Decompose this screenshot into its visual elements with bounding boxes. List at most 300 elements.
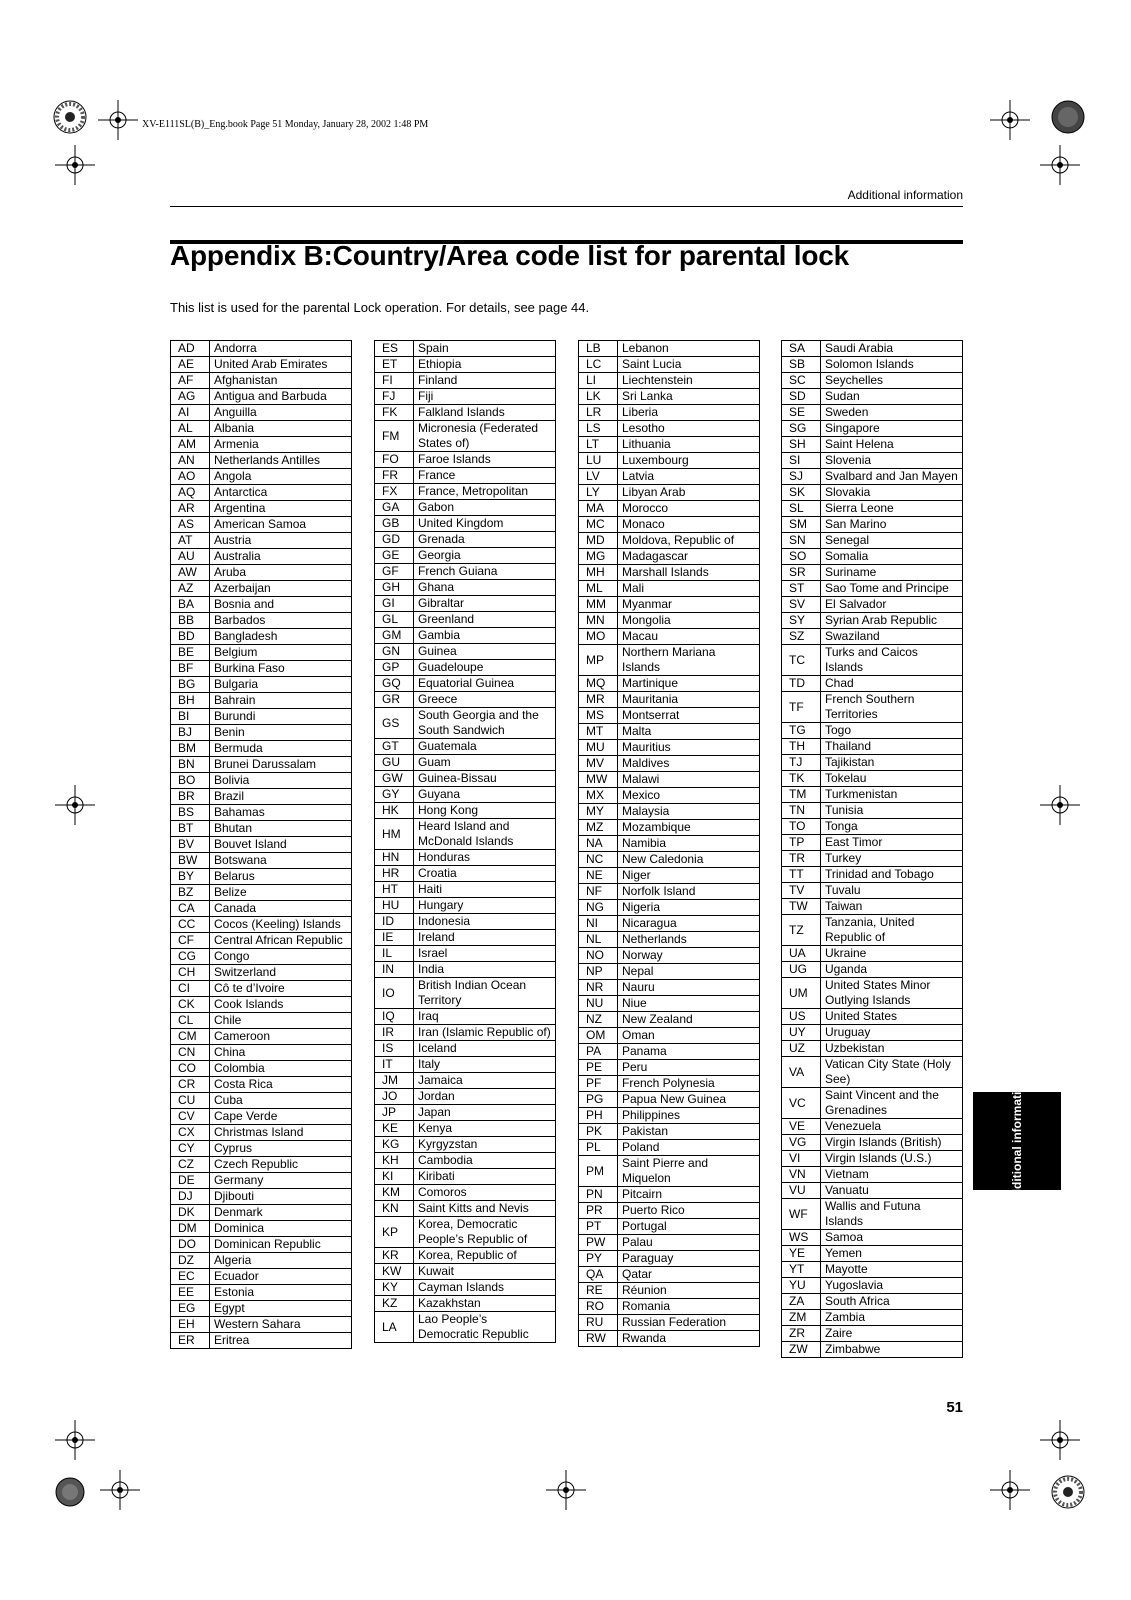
country-code: GD: [375, 532, 414, 548]
country-code: AI: [171, 405, 210, 421]
country-name: Puerto Rico: [618, 1203, 760, 1219]
country-name: Latvia: [618, 469, 760, 485]
table-row: [782, 1119, 963, 1135]
country-name: Gibraltar: [414, 596, 556, 612]
country-name: Gabon: [414, 500, 556, 516]
country-code: GF: [375, 564, 414, 580]
table-row: [782, 645, 963, 676]
country-name: Portugal: [618, 1219, 760, 1235]
table-row: [375, 882, 556, 898]
table-row: [579, 772, 760, 788]
country-code: SJ: [782, 469, 821, 485]
country-code: SL: [782, 501, 821, 517]
country-code: PF: [579, 1076, 618, 1092]
country-code: BZ: [171, 885, 210, 901]
country-code: SI: [782, 453, 821, 469]
country-code: GI: [375, 596, 414, 612]
country-name: Virgin Islands (British): [821, 1135, 963, 1151]
country-code: TM: [782, 787, 821, 803]
country-name: Malawi: [618, 772, 760, 788]
country-name: Burkina Faso: [210, 661, 352, 677]
table-row: [579, 724, 760, 740]
table-row: [782, 978, 963, 1009]
country-name: Maldives: [618, 756, 760, 772]
table-row: [171, 565, 352, 581]
country-code: ES: [375, 341, 414, 357]
table-row: [171, 981, 352, 997]
country-code: CU: [171, 1093, 210, 1109]
country-name: Macau: [618, 629, 760, 645]
country-code: DK: [171, 1205, 210, 1221]
table-row: [579, 1012, 760, 1028]
country-name: Cambodia: [414, 1153, 556, 1169]
country-name: Greece: [414, 692, 556, 708]
table-row: [782, 915, 963, 946]
country-name: Vietnam: [821, 1167, 963, 1183]
country-code: VG: [782, 1135, 821, 1151]
crosshair-mark-icon: [55, 785, 95, 825]
country-code: TR: [782, 851, 821, 867]
table-row: [579, 613, 760, 629]
country-name: Sao Tome and Principe: [821, 581, 963, 597]
country-name: Israel: [414, 946, 556, 962]
table-row: [171, 517, 352, 533]
country-name: Iceland: [414, 1041, 556, 1057]
table-row: [579, 1315, 760, 1331]
country-code: FI: [375, 373, 414, 389]
country-code: TD: [782, 676, 821, 692]
country-code: WS: [782, 1230, 821, 1246]
table-row: [375, 1073, 556, 1089]
country-name: Guadeloupe: [414, 660, 556, 676]
table-row: [782, 1246, 963, 1262]
table-row: [579, 373, 760, 389]
table-row: [171, 965, 352, 981]
country-name: Guinea: [414, 644, 556, 660]
country-code: SC: [782, 373, 821, 389]
country-code: AL: [171, 421, 210, 437]
country-name: Moldova, Republic of: [618, 533, 760, 549]
table-row: [171, 469, 352, 485]
country-code: SR: [782, 565, 821, 581]
country-code: ML: [579, 581, 618, 597]
country-code: BY: [171, 869, 210, 885]
country-name: Honduras: [414, 850, 556, 866]
country-code: CG: [171, 949, 210, 965]
country-code: KN: [375, 1201, 414, 1217]
table-row: [579, 1028, 760, 1044]
table-row: [782, 389, 963, 405]
country-name: Réunion: [618, 1283, 760, 1299]
country-name: Yugoslavia: [821, 1278, 963, 1294]
table-row: [782, 405, 963, 421]
table-row: [782, 549, 963, 565]
table-row: [171, 1093, 352, 1109]
table-row: [171, 805, 352, 821]
table-row: [375, 1280, 556, 1296]
country-name: Zambia: [821, 1310, 963, 1326]
country-name: Palau: [618, 1235, 760, 1251]
country-code: SG: [782, 421, 821, 437]
country-code: WF: [782, 1199, 821, 1230]
table-row: [171, 709, 352, 725]
country-name: Ethiopia: [414, 357, 556, 373]
country-name: Uzbekistan: [821, 1041, 963, 1057]
table-row: [579, 900, 760, 916]
country-code: BF: [171, 661, 210, 677]
country-name: Libyan Arab: [618, 485, 760, 501]
table-row: [579, 980, 760, 996]
country-name: Anguilla: [210, 405, 352, 421]
country-name: Ecuador: [210, 1269, 352, 1285]
crosshair-mark-icon: [55, 1420, 95, 1460]
country-name: Christmas Island: [210, 1125, 352, 1141]
country-code: CV: [171, 1109, 210, 1125]
country-code: DO: [171, 1237, 210, 1253]
country-code: KH: [375, 1153, 414, 1169]
country-code: MH: [579, 565, 618, 581]
country-name: South Africa: [821, 1294, 963, 1310]
country-code: ZW: [782, 1342, 821, 1358]
country-code: AQ: [171, 485, 210, 501]
country-name: Suriname: [821, 565, 963, 581]
table-row: [171, 1301, 352, 1317]
country-name: Bahrain: [210, 693, 352, 709]
country-name: Grenada: [414, 532, 556, 548]
table-row: [782, 485, 963, 501]
country-name: Martinique: [618, 676, 760, 692]
country-code: YU: [782, 1278, 821, 1294]
table-row: [375, 373, 556, 389]
country-name: Mongolia: [618, 613, 760, 629]
table-row: [171, 1141, 352, 1157]
table-row: [375, 930, 556, 946]
country-name: Greenland: [414, 612, 556, 628]
country-name: Virgin Islands (U.S.): [821, 1151, 963, 1167]
table-row: [782, 1151, 963, 1167]
table-row: [171, 1173, 352, 1189]
table-row: [782, 1009, 963, 1025]
table-row: [579, 1140, 760, 1156]
country-code: BB: [171, 613, 210, 629]
country-code: GT: [375, 739, 414, 755]
country-name: Djibouti: [210, 1189, 352, 1205]
country-code: UY: [782, 1025, 821, 1041]
country-name: Fiji: [414, 389, 556, 405]
country-code: ET: [375, 357, 414, 373]
country-name: China: [210, 1045, 352, 1061]
table-row: [171, 1317, 352, 1333]
country-name: Heard Island and McDonald Islands: [414, 819, 556, 850]
country-name: Vanuatu: [821, 1183, 963, 1199]
registration-mark-icon: [48, 95, 92, 139]
country-name: Antigua and Barbuda: [210, 389, 352, 405]
country-code: US: [782, 1009, 821, 1025]
country-name: Guyana: [414, 787, 556, 803]
country-code: CL: [171, 1013, 210, 1029]
country-code: NF: [579, 884, 618, 900]
country-name: Chad: [821, 676, 963, 692]
country-code: MT: [579, 724, 618, 740]
country-code: KG: [375, 1137, 414, 1153]
table-row: [375, 803, 556, 819]
country-name: Panama: [618, 1044, 760, 1060]
country-code: PL: [579, 1140, 618, 1156]
table-row: [579, 341, 760, 357]
table-row: [171, 1013, 352, 1029]
table-row: [782, 1167, 963, 1183]
country-name: Austria: [210, 533, 352, 549]
table-row: [375, 978, 556, 1009]
country-code: AG: [171, 389, 210, 405]
table-row: [579, 948, 760, 964]
table-row: [782, 899, 963, 915]
country-code: GY: [375, 787, 414, 803]
table-row: [782, 421, 963, 437]
country-name: Cook Islands: [210, 997, 352, 1013]
country-name: India: [414, 962, 556, 978]
country-code: IO: [375, 978, 414, 1009]
country-name: New Zealand: [618, 1012, 760, 1028]
table-row: [171, 645, 352, 661]
country-name: Mauritius: [618, 740, 760, 756]
country-code: BM: [171, 741, 210, 757]
country-name: Spain: [414, 341, 556, 357]
country-name: Jamaica: [414, 1073, 556, 1089]
table-row: [579, 1299, 760, 1315]
country-code: EE: [171, 1285, 210, 1301]
country-code: FR: [375, 468, 414, 484]
country-name: Cô te d’Ivoire: [210, 981, 352, 997]
country-code: KP: [375, 1217, 414, 1248]
country-code: AR: [171, 501, 210, 517]
country-name: Falkland Islands: [414, 405, 556, 421]
country-name: Finland: [414, 373, 556, 389]
country-code: ER: [171, 1333, 210, 1349]
table-row: [782, 1278, 963, 1294]
country-name: Belgium: [210, 645, 352, 661]
country-code: HK: [375, 803, 414, 819]
country-name: Rwanda: [618, 1331, 760, 1347]
table-row: [171, 1029, 352, 1045]
table-row: [579, 788, 760, 804]
table-row: [579, 804, 760, 820]
country-code: BE: [171, 645, 210, 661]
country-name: Netherlands: [618, 932, 760, 948]
table-row: [782, 597, 963, 613]
intro-text: This list is used for the parental Lock operation. For details, see page 44.: [170, 300, 590, 315]
country-name: Hong Kong: [414, 803, 556, 819]
country-name: Pakistan: [618, 1124, 760, 1140]
country-code: LY: [579, 485, 618, 501]
country-name: Senegal: [821, 533, 963, 549]
country-name: Hungary: [414, 898, 556, 914]
country-name: Russian Federation: [618, 1315, 760, 1331]
table-row: [782, 1310, 963, 1326]
country-code: MN: [579, 613, 618, 629]
country-name: Haiti: [414, 882, 556, 898]
country-code: PN: [579, 1187, 618, 1203]
table-row: [782, 629, 963, 645]
table-row: [171, 501, 352, 517]
country-name: Cuba: [210, 1093, 352, 1109]
country-code: NA: [579, 836, 618, 852]
table-row: [782, 501, 963, 517]
country-name: Sierra Leone: [821, 501, 963, 517]
country-name: Germany: [210, 1173, 352, 1189]
country-name: Tajikistan: [821, 755, 963, 771]
country-name: Sweden: [821, 405, 963, 421]
table-row: [171, 917, 352, 933]
country-code: CX: [171, 1125, 210, 1141]
table-row: [375, 596, 556, 612]
country-name: Kuwait: [414, 1264, 556, 1280]
country-code: EH: [171, 1317, 210, 1333]
country-code: AW: [171, 565, 210, 581]
table-row: [171, 421, 352, 437]
country-name: Costa Rica: [210, 1077, 352, 1093]
table-row: [782, 692, 963, 723]
country-code: FJ: [375, 389, 414, 405]
table-row: [171, 773, 352, 789]
country-code: KZ: [375, 1296, 414, 1312]
table-row: [579, 517, 760, 533]
country-name: Aruba: [210, 565, 352, 581]
table-row: [579, 756, 760, 772]
table-row: [375, 357, 556, 373]
country-name: Azerbaijan: [210, 581, 352, 597]
table-row: [171, 485, 352, 501]
section-label: Additional information: [847, 188, 963, 202]
country-code: IT: [375, 1057, 414, 1073]
table-row: [782, 341, 963, 357]
country-name: Angola: [210, 469, 352, 485]
country-name: Thailand: [821, 739, 963, 755]
country-name: Argentina: [210, 501, 352, 517]
table-row: [579, 645, 760, 676]
country-code: GR: [375, 692, 414, 708]
country-code: ID: [375, 914, 414, 930]
country-code: TH: [782, 739, 821, 755]
country-name: Myanmar: [618, 597, 760, 613]
table-row: [782, 437, 963, 453]
country-name: Equatorial Guinea: [414, 676, 556, 692]
registration-mark-icon: [1046, 1470, 1090, 1514]
country-code: UG: [782, 962, 821, 978]
table-row: [782, 851, 963, 867]
country-code: DJ: [171, 1189, 210, 1205]
country-name: Madagascar: [618, 549, 760, 565]
table-row: [579, 405, 760, 421]
country-name: South Georgia and the South Sandwich: [414, 708, 556, 739]
country-code: AO: [171, 469, 210, 485]
country-code: KM: [375, 1185, 414, 1201]
country-code: GB: [375, 516, 414, 532]
country-name: Malaysia: [618, 804, 760, 820]
country-code: MP: [579, 645, 618, 676]
country-code: BT: [171, 821, 210, 837]
country-name: Slovakia: [821, 485, 963, 501]
table-row: [782, 1088, 963, 1119]
table-row: [171, 1237, 352, 1253]
table-row: [171, 1189, 352, 1205]
country-name: Tuvalu: [821, 883, 963, 899]
country-code: HT: [375, 882, 414, 898]
table-row: [171, 1077, 352, 1093]
country-name: Taiwan: [821, 899, 963, 915]
country-name: Comoros: [414, 1185, 556, 1201]
country-name: Antarctica: [210, 485, 352, 501]
table-row: [579, 437, 760, 453]
country-name: Georgia: [414, 548, 556, 564]
table-row: [375, 787, 556, 803]
table-row: [579, 964, 760, 980]
table-row: [375, 389, 556, 405]
country-name: Kenya: [414, 1121, 556, 1137]
country-code: MS: [579, 708, 618, 724]
country-name: United States: [821, 1009, 963, 1025]
country-code: MZ: [579, 820, 618, 836]
table-row: [375, 1137, 556, 1153]
table-row: [171, 1045, 352, 1061]
table-row: [375, 580, 556, 596]
country-name: United Arab Emirates: [210, 357, 352, 373]
country-code: PW: [579, 1235, 618, 1251]
country-name: Central African Republic: [210, 933, 352, 949]
country-code: NR: [579, 980, 618, 996]
country-name: Montserrat: [618, 708, 760, 724]
table-row: [375, 1009, 556, 1025]
table-row: [782, 946, 963, 962]
code-table-3: [578, 340, 760, 1347]
table-row: [375, 1185, 556, 1201]
table-row: [782, 357, 963, 373]
country-code: EG: [171, 1301, 210, 1317]
country-code: BD: [171, 629, 210, 645]
country-name: Burundi: [210, 709, 352, 725]
country-name: Vatican City State (Holy See): [821, 1057, 963, 1088]
table-row: [171, 997, 352, 1013]
country-code: FX: [375, 484, 414, 500]
country-code: PH: [579, 1108, 618, 1124]
country-code: SB: [782, 357, 821, 373]
country-name: Zaire: [821, 1326, 963, 1342]
country-name: Tunisia: [821, 803, 963, 819]
table-row: [375, 548, 556, 564]
country-name: Niue: [618, 996, 760, 1012]
country-code: HR: [375, 866, 414, 882]
country-name: Switzerland: [210, 965, 352, 981]
country-code: PT: [579, 1219, 618, 1235]
country-code: HN: [375, 850, 414, 866]
table-row: [782, 755, 963, 771]
table-row: [579, 996, 760, 1012]
table-row: [171, 949, 352, 965]
country-name: Wallis and Futuna Islands: [821, 1199, 963, 1230]
country-code: AU: [171, 549, 210, 565]
country-code: CO: [171, 1061, 210, 1077]
table-row: [579, 1283, 760, 1299]
country-name: Ireland: [414, 930, 556, 946]
country-name: Estonia: [210, 1285, 352, 1301]
country-code: NG: [579, 900, 618, 916]
country-name: French Guiana: [414, 564, 556, 580]
country-name: Lao People’s Democratic Republic: [414, 1312, 556, 1343]
country-code: TZ: [782, 915, 821, 946]
country-name: United States Minor Outlying Islands: [821, 978, 963, 1009]
country-code: MC: [579, 517, 618, 533]
country-code: LT: [579, 437, 618, 453]
